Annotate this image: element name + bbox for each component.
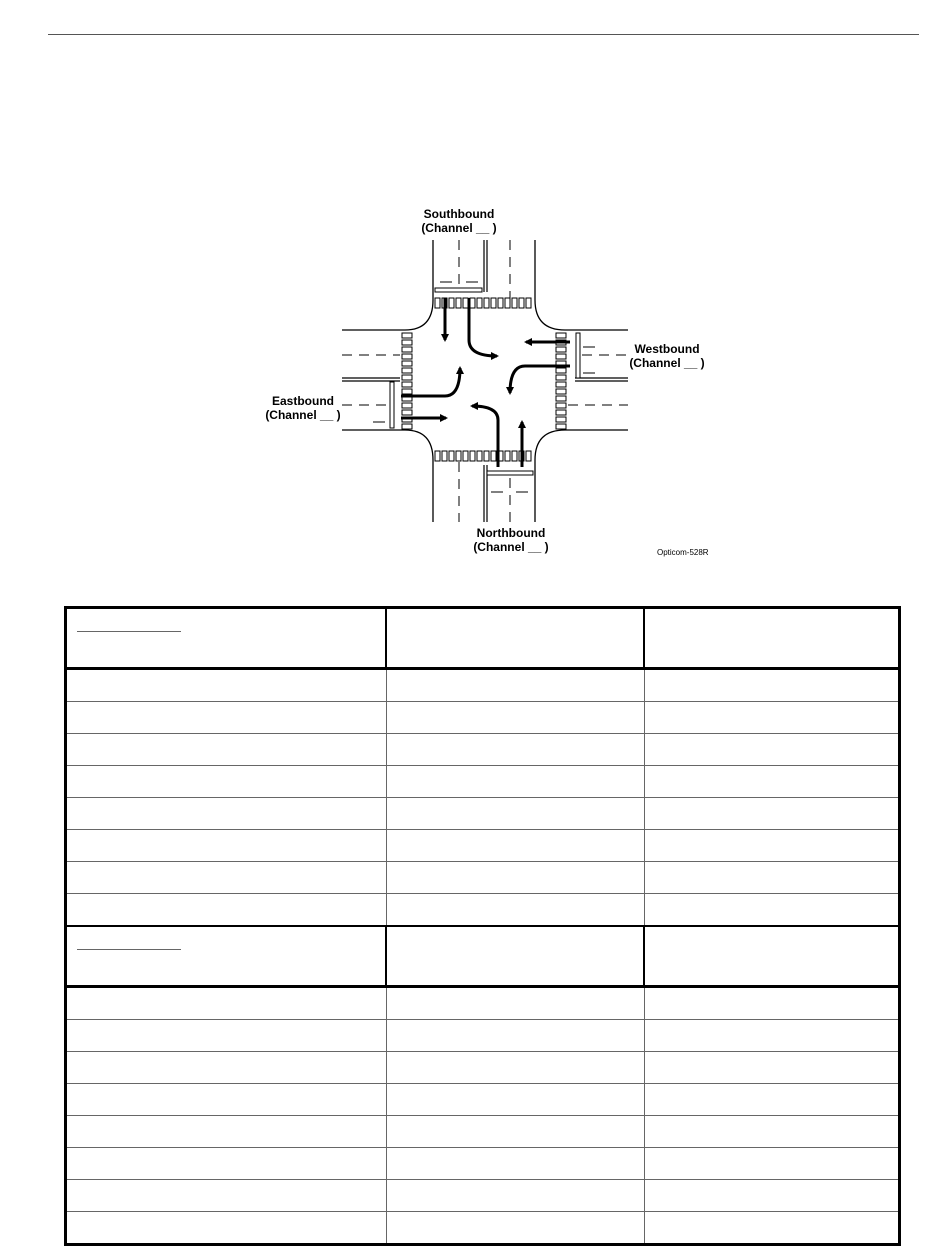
table-cell[interactable] — [67, 766, 387, 797]
crosswalk-stripe — [402, 424, 412, 429]
crosswalk-stripe — [435, 451, 440, 461]
crosswalk-stripe — [491, 298, 496, 308]
table-row — [67, 1148, 898, 1180]
table-row — [67, 670, 898, 702]
crosswalk-stripe — [402, 389, 412, 394]
table-cell[interactable] — [387, 766, 645, 797]
crosswalk-stripe — [449, 451, 454, 461]
table-header-row — [67, 927, 898, 988]
table-cell[interactable] — [67, 1020, 387, 1051]
table-row — [67, 1084, 898, 1116]
crosswalk-stripe — [505, 298, 510, 308]
table-cell[interactable] — [645, 702, 898, 733]
table-row — [67, 798, 898, 830]
crosswalk-stripe — [402, 340, 412, 345]
crosswalk-stripe — [512, 298, 517, 308]
table-row — [67, 988, 898, 1020]
table-cell[interactable] — [67, 862, 387, 893]
title-blank-line[interactable] — [77, 631, 181, 632]
crosswalk-stripe — [477, 298, 482, 308]
header-cell[interactable] — [387, 609, 645, 667]
crosswalk-stripe — [491, 451, 496, 461]
table-cell[interactable] — [645, 1180, 898, 1211]
table-row — [67, 830, 898, 862]
header-cell — [67, 609, 387, 667]
crosswalk-stripe — [556, 347, 566, 352]
table-cell[interactable] — [67, 1212, 387, 1243]
southbound-label: Southbound — [423, 207, 495, 221]
table-cell[interactable] — [645, 1148, 898, 1179]
table-cell[interactable] — [67, 894, 387, 925]
crosswalk-stripe — [556, 389, 566, 394]
westbound-channel: (Channel __ ) — [629, 356, 705, 370]
crosswalk-stripe — [435, 298, 440, 308]
crosswalk-stripe — [449, 298, 454, 308]
table-cell[interactable] — [387, 1020, 645, 1051]
crosswalk-stripe — [498, 298, 503, 308]
table-cell[interactable] — [645, 988, 898, 1019]
crosswalk-stripe — [402, 368, 412, 373]
table-cell[interactable] — [67, 830, 387, 861]
header-cell[interactable] — [645, 927, 898, 985]
table-cell[interactable] — [645, 1020, 898, 1051]
table-cell[interactable] — [645, 1052, 898, 1083]
crosswalk-stripe — [556, 368, 566, 373]
crosswalk-stripe — [402, 382, 412, 387]
table-cell[interactable] — [387, 702, 645, 733]
crosswalk-stripe — [484, 451, 489, 461]
crosswalk-stripe — [402, 410, 412, 415]
crosswalk-stripe — [463, 451, 468, 461]
northbound-channel: (Channel __ ) — [473, 540, 549, 554]
table-cell[interactable] — [67, 798, 387, 829]
table-row — [67, 1212, 898, 1243]
figure-code: Opticom-528R — [657, 548, 709, 557]
table-cell[interactable] — [645, 1084, 898, 1115]
table-cell[interactable] — [387, 670, 645, 701]
table-cell[interactable] — [387, 894, 645, 925]
crosswalk-stripe — [463, 298, 468, 308]
table-cell[interactable] — [645, 1116, 898, 1147]
crosswalk-stripe — [456, 298, 461, 308]
crosswalk-stripe — [556, 424, 566, 429]
medians — [342, 240, 628, 522]
crosswalk-stripe — [556, 354, 566, 359]
crosswalk-stripe — [456, 451, 461, 461]
northbound-label: Northbound — [476, 526, 546, 540]
table-cell[interactable] — [67, 1084, 387, 1115]
table-cell[interactable] — [387, 862, 645, 893]
header-cell — [67, 927, 387, 985]
table-cell[interactable] — [67, 1052, 387, 1083]
eastbound-label: Eastbound — [272, 394, 334, 408]
crosswalk-stripe — [556, 333, 566, 338]
table-cell[interactable] — [387, 1212, 645, 1243]
table-cell[interactable] — [645, 734, 898, 765]
crosswalk-stripe — [402, 354, 412, 359]
table-cell[interactable] — [387, 734, 645, 765]
crosswalk-stripe — [556, 375, 566, 380]
crosswalk-stripe — [402, 361, 412, 366]
crosswalk-stripe — [470, 298, 475, 308]
table-cell[interactable] — [67, 734, 387, 765]
crosswalk-stripe — [512, 451, 517, 461]
crosswalk-stripe — [477, 451, 482, 461]
crosswalk-stripe — [505, 451, 510, 461]
table-cell[interactable] — [387, 830, 645, 861]
table-cell[interactable] — [645, 766, 898, 797]
crosswalk-stripe — [556, 417, 566, 422]
table-cell[interactable] — [645, 894, 898, 925]
channel-settings-sheet — [64, 606, 901, 1246]
crosswalk-stripe — [484, 298, 489, 308]
table-cell[interactable] — [645, 1212, 898, 1243]
movement-arrows — [401, 298, 570, 467]
crosswalk-stripe — [402, 403, 412, 408]
table-cell[interactable] — [387, 1116, 645, 1147]
table-cell[interactable] — [387, 1148, 645, 1179]
table-cell[interactable] — [387, 988, 645, 1019]
eastbound-channel: (Channel __ ) — [265, 408, 341, 422]
table-row — [67, 734, 898, 766]
crosswalk-stripe — [526, 298, 531, 308]
table-cell[interactable] — [67, 702, 387, 733]
table-cell[interactable] — [387, 1052, 645, 1083]
title-blank-line[interactable] — [77, 949, 181, 950]
table-cell[interactable] — [387, 1180, 645, 1211]
table-row — [67, 862, 898, 894]
table-cell[interactable] — [67, 988, 387, 1019]
crosswalk-stripe — [402, 333, 412, 338]
intersection-diagram — [0, 0, 950, 600]
table-cell[interactable] — [645, 862, 898, 893]
crosswalk-stripe — [526, 451, 531, 461]
crosswalk-stripe — [402, 347, 412, 352]
table-cell[interactable] — [387, 798, 645, 829]
table-cell[interactable] — [645, 798, 898, 829]
crosswalk-stripe — [556, 396, 566, 401]
table-row — [67, 1052, 898, 1084]
table-cell[interactable] — [67, 670, 387, 701]
table-cell[interactable] — [645, 830, 898, 861]
table-cell[interactable] — [645, 670, 898, 701]
crosswalk-stripe — [442, 451, 447, 461]
table-row — [67, 894, 898, 927]
table-cell[interactable] — [387, 1084, 645, 1115]
table-row — [67, 702, 898, 734]
stop-bars — [390, 288, 580, 475]
header-cell[interactable] — [387, 927, 645, 985]
crosswalk-stripe — [402, 375, 412, 380]
crosswalk-stripe — [556, 382, 566, 387]
table-cell[interactable] — [67, 1148, 387, 1179]
crosswalk-stripe — [556, 403, 566, 408]
table-row — [67, 1180, 898, 1212]
southbound-channel: (Channel __ ) — [421, 221, 497, 235]
table-cell[interactable] — [67, 1180, 387, 1211]
crosswalk-stripe — [556, 410, 566, 415]
header-cell[interactable] — [645, 609, 898, 667]
table-row — [67, 1020, 898, 1052]
table-row — [67, 766, 898, 798]
table-row — [67, 1116, 898, 1148]
table-cell[interactable] — [67, 1116, 387, 1147]
crosswalk-stripe — [519, 298, 524, 308]
westbound-label: Westbound — [634, 342, 700, 356]
table-header-row — [67, 609, 898, 670]
crosswalk-stripe — [470, 451, 475, 461]
